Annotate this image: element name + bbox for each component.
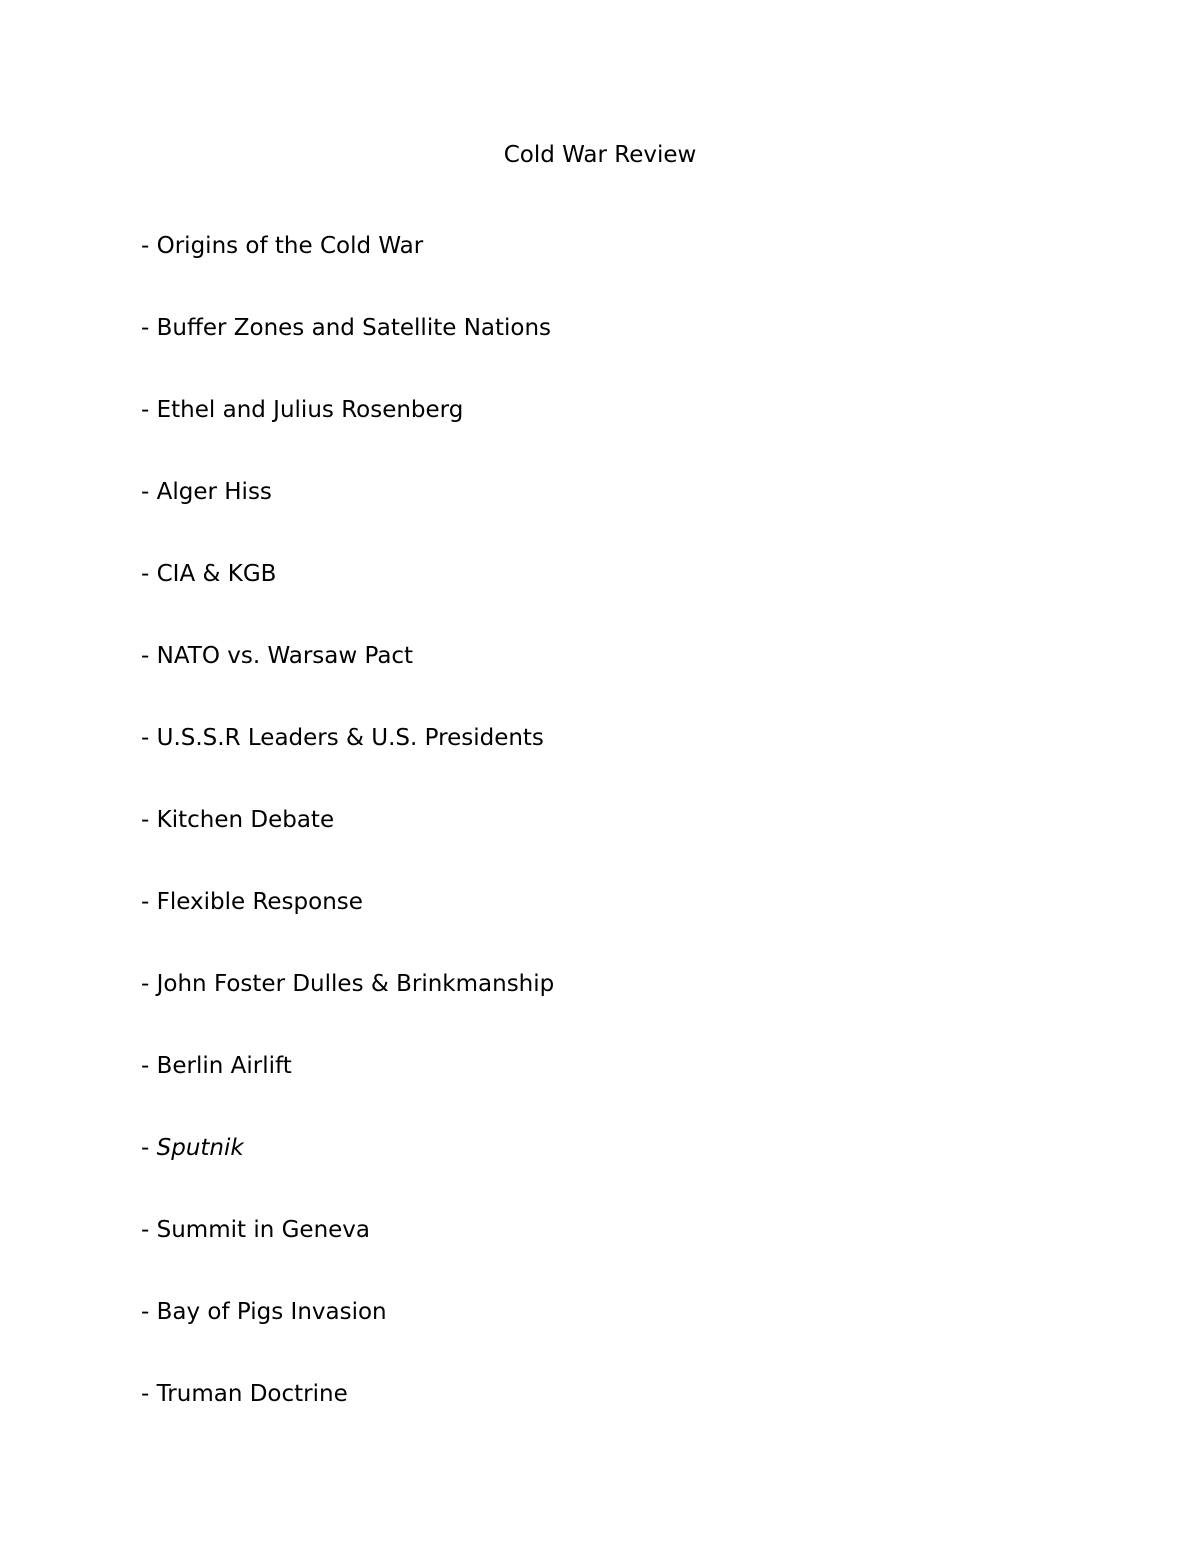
document-title: Cold War Review (503, 142, 697, 168)
list-item (141, 559, 554, 641)
list-item-text: Flexible Response (156, 889, 363, 915)
list-item-text: Summit in Geneva (156, 1217, 371, 1243)
list-bullet: - (141, 1053, 157, 1079)
list-item (141, 313, 554, 395)
list-item (141, 641, 554, 723)
list-item-text: Truman Doctrine (156, 1381, 348, 1407)
list-bullet: - (141, 1217, 157, 1243)
list-item (141, 395, 554, 477)
list-item-text: Ethel and Julius Rosenberg (156, 397, 464, 423)
list-item (141, 231, 554, 313)
list-item-text: Berlin Airlift (156, 1053, 292, 1079)
list-item (141, 723, 554, 805)
list-bullet: - (141, 971, 157, 997)
list-bullet: - (141, 725, 157, 751)
list-item-text: Kitchen Debate (156, 807, 335, 833)
list-item-text: Buffer Zones and Satellite Nations (156, 315, 552, 341)
list-item-text: Bay of Pigs Invasion (156, 1299, 387, 1325)
list-bullet: - (141, 889, 157, 915)
list-item (141, 477, 554, 559)
list-bullet: - (141, 397, 157, 423)
list-item (141, 805, 554, 887)
list-bullet: - (141, 1299, 157, 1325)
list-item (141, 887, 554, 969)
list-bullet: - (141, 1135, 157, 1161)
list-item-text: John Foster Dulles & Brinkmanship (156, 971, 555, 997)
list-item (141, 1215, 554, 1297)
list-item (141, 969, 554, 1051)
list-bullet: - (141, 643, 157, 669)
list-bullet: - (141, 807, 157, 833)
list-item-text: CIA & KGB (156, 561, 277, 587)
list-item (141, 1379, 554, 1461)
list-item-text: Origins of the Cold War (156, 233, 424, 259)
list-bullet: - (141, 561, 157, 587)
review-topic-list (141, 231, 554, 1461)
list-bullet: - (141, 233, 157, 259)
list-item-text: U.S.S.R Leaders & U.S. Presidents (156, 725, 544, 751)
list-item (141, 1133, 554, 1215)
list-bullet: - (141, 315, 157, 341)
list-item-text: Sputnik (156, 1135, 244, 1161)
list-item (141, 1297, 554, 1379)
list-item-text: NATO vs. Warsaw Pact (156, 643, 414, 669)
list-item-text: Alger Hiss (156, 479, 272, 505)
list-item (141, 1051, 554, 1133)
list-bullet: - (141, 1381, 157, 1407)
list-bullet: - (141, 479, 157, 505)
